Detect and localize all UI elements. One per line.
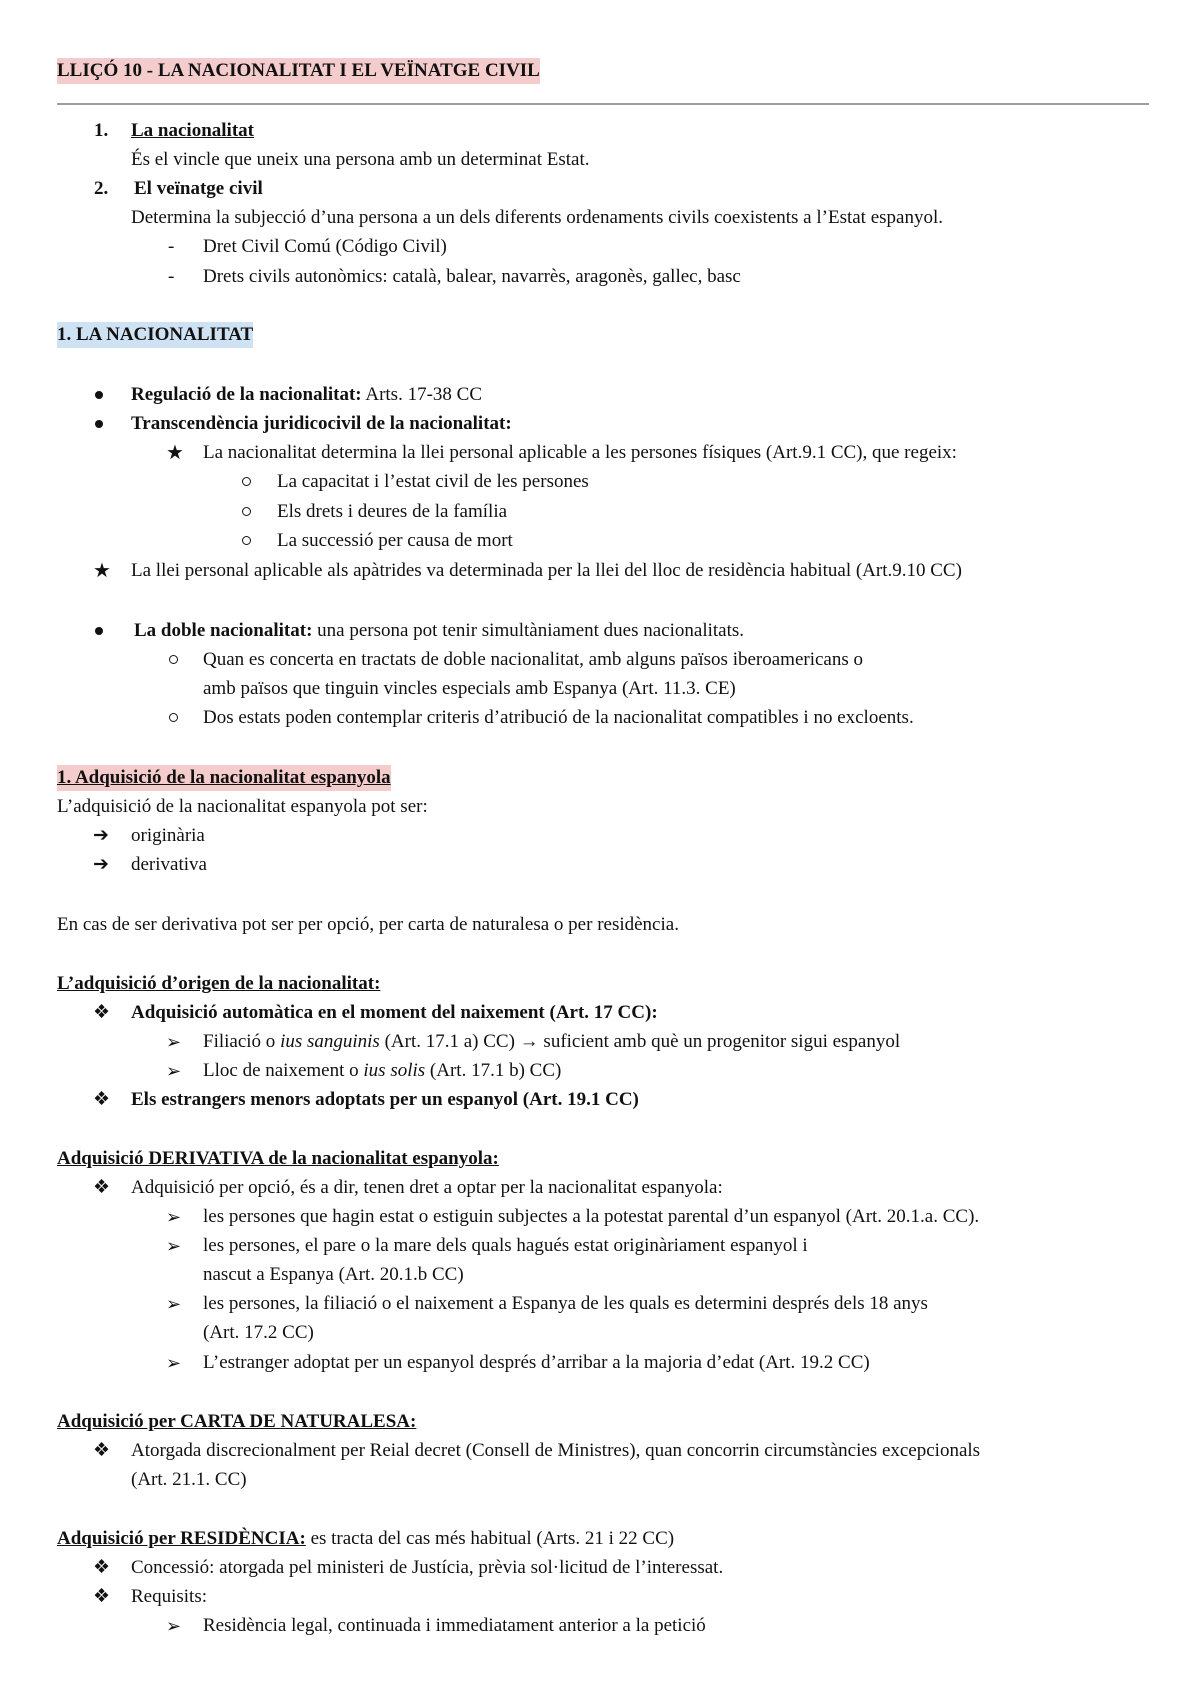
title-divider <box>57 103 1149 105</box>
star-icon: ★ <box>93 560 111 582</box>
opcio-item-2b: nascut a Espanya (Art. 20.1.b CC) <box>203 1264 464 1285</box>
chevron-icon: ➢ <box>166 1294 182 1314</box>
star-icon: ★ <box>166 442 184 464</box>
opcio-item-1: les persones que hagin estat o estiguin subjectes a la potestat parental d’un espanyol (Art. 20.1.a. CC). <box>203 1206 980 1227</box>
filiacio-post: (Art. 17.1 a) CC) → suficient amb què un progenitor sigui espanyol <box>379 1031 901 1052</box>
adquisicio-heading: 1. Adquisició de la nacionalitat espanyola <box>57 765 391 791</box>
regulacio-line <box>131 382 482 408</box>
doble-item-2: Dos estats poden contemplar criteris d’atribució de la nacionalitat compatibles i no excloents. <box>203 707 914 728</box>
outline-item-2-title: El veïnatge civil <box>134 178 263 199</box>
adquisicio-intro: L’adquisició de la nacionalitat espanyola pot ser: <box>57 796 428 817</box>
doble-line <box>134 618 744 644</box>
estrangers-adoptats: Els estrangers menors adoptats per un espanyol (Art. 19.1 CC) <box>131 1089 639 1110</box>
requisit-residencia: Residència legal, continuada i immediatament anterior a la petició <box>203 1615 706 1636</box>
opcio-item-2a: les persones, el pare o la mare dels quals hagués estat originàriament espanyol i <box>203 1235 808 1256</box>
residencia-heading: Adquisició per RESIDÈNCIA: <box>57 1528 306 1549</box>
circle-item-capacitat: La capacitat i l’estat civil de les persones <box>277 471 589 492</box>
dash-bullet: - <box>168 236 175 257</box>
doble-item-1a: Quan es concerta en tractats de doble nacionalitat, amb alguns països iberoamericans o <box>203 649 863 670</box>
outline-sub-1: Dret Civil Comú (Código Civil) <box>203 236 447 257</box>
residencia-text: es tracta del cas més habitual (Arts. 21 i 22 CC) <box>305 1528 675 1549</box>
derivativa-heading: Adquisició DERIVATIVA de la nacionalitat espanyola: <box>57 1148 499 1169</box>
diamond-icon: ❖ <box>93 1440 111 1461</box>
opcio-item-3a: les persones, la filiació o el naixement a Espanya de les quals es determini després dels 18 anys <box>203 1293 928 1314</box>
circle-item-successio: La successió per causa de mort <box>277 530 513 551</box>
outline-item-1-number: 1. <box>94 120 109 141</box>
carta-heading: Adquisició per CARTA DE NATURALESA: <box>57 1411 417 1432</box>
diamond-icon: ❖ <box>93 1586 111 1607</box>
chevron-icon: ➢ <box>166 1616 182 1636</box>
lloc-post: (Art. 17.1 b) CC) <box>425 1060 562 1081</box>
adquisicio-originaria: originària <box>131 825 205 846</box>
concessio-text: Concessió: atorgada pel ministeri de Justícia, prèvia sol·licitud de l’interessat. <box>131 1557 724 1578</box>
adquisicio-derivativa: derivativa <box>131 854 207 875</box>
lloc-italic: ius solis <box>363 1060 426 1081</box>
star-item-1: La nacionalitat determina la llei personal aplicable a les persones físiques (Art.9.1 CC), que regeix: <box>203 442 957 463</box>
circle-bullet-icon <box>242 477 251 486</box>
carta-text-b: (Art. 21.1. CC) <box>131 1469 247 1490</box>
lloc-line <box>203 1058 561 1084</box>
lloc-pre: Lloc de naixement o <box>203 1060 364 1081</box>
cas-derivativa-text: En cas de ser derivativa pot ser per opció, per carta de naturalesa o per residència. <box>57 914 679 935</box>
dash-bullet: - <box>168 266 175 287</box>
regulacio-text: Arts. 17-38 CC <box>361 384 482 405</box>
doble-label: La doble nacionalitat: <box>134 620 313 641</box>
arrow-icon: ➔ <box>93 825 109 846</box>
doble-text: una persona pot tenir simultàniament dues nacionalitats. <box>312 620 745 641</box>
chevron-icon: ➢ <box>166 1353 182 1373</box>
circle-item-drets: Els drets i deures de la família <box>277 501 508 522</box>
star-item-2: La llei personal aplicable als apàtrides va determinada per la llei del lloc de residència habitual (Art.9.10 CC) <box>131 560 962 581</box>
diamond-icon: ❖ <box>93 1089 111 1110</box>
outline-sub-2: Drets civils autonòmics: català, balear, navarrès, aragonès, gallec, basc <box>203 266 741 287</box>
bullet-dot-icon <box>95 627 103 635</box>
requisits-label: Requisits: <box>131 1586 208 1607</box>
circle-bullet-icon <box>169 655 178 664</box>
document-title: LLIÇÓ 10 - LA NACIONALITAT I EL VEÏNATGE CIVIL <box>57 58 540 84</box>
transcendencia-label: Transcendència juridicocivil de la nacionalitat: <box>131 413 512 434</box>
chevron-icon: ➢ <box>166 1061 182 1081</box>
carta-text-a: Atorgada discrecionalment per Reial decret (Consell de Ministres), quan concorrin circumstàncies excepcionals <box>131 1440 981 1461</box>
regulacio-label: Regulació de la nacionalitat: <box>131 384 362 405</box>
section-heading-nacionalitat: 1. LA NACIONALITAT <box>57 322 253 348</box>
filiacio-pre: Filiació o <box>203 1031 281 1052</box>
outline-item-2-text: Determina la subjecció d’una persona a un dels diferents ordenaments civils coexistents a l’Estat espanyol. <box>131 207 943 228</box>
origen-heading: L’adquisició d’origen de la nacionalitat: <box>57 973 381 994</box>
chevron-icon: ➢ <box>166 1207 182 1227</box>
outline-item-1-title: La nacionalitat <box>131 120 254 141</box>
residencia-line <box>57 1526 674 1552</box>
opcio-item-4: L’estranger adoptat per un espanyol després d’arribar a la majoria d’edat (Art. 19.2 CC) <box>203 1352 870 1373</box>
circle-bullet-icon <box>242 536 251 545</box>
outline-item-2-number: 2. <box>94 178 109 199</box>
chevron-icon: ➢ <box>166 1236 182 1256</box>
arrow-icon: ➔ <box>93 854 109 875</box>
opcio-text: Adquisició per opció, és a dir, tenen dret a optar per la nacionalitat espanyola: <box>131 1177 723 1198</box>
opcio-item-3b: (Art. 17.2 CC) <box>203 1322 314 1343</box>
adquisicio-automatica: Adquisició automàtica en el moment del naixement (Art. 17 CC): <box>131 1002 658 1023</box>
diamond-icon: ❖ <box>93 1177 111 1198</box>
circle-bullet-icon <box>242 507 251 516</box>
circle-bullet-icon <box>169 713 178 722</box>
chevron-icon: ➢ <box>166 1032 182 1052</box>
outline-item-1-text: És el vincle que uneix una persona amb un determinat Estat. <box>131 149 590 170</box>
filiacio-line <box>203 1029 900 1055</box>
diamond-icon: ❖ <box>93 1557 111 1578</box>
bullet-dot-icon <box>95 391 103 399</box>
filiacio-italic: ius sanguinis <box>280 1031 380 1052</box>
doble-item-1b: amb països que tinguin vincles especials amb Espanya (Art. 11.3. CE) <box>203 678 736 699</box>
bullet-dot-icon <box>95 420 103 428</box>
diamond-icon: ❖ <box>93 1002 111 1023</box>
